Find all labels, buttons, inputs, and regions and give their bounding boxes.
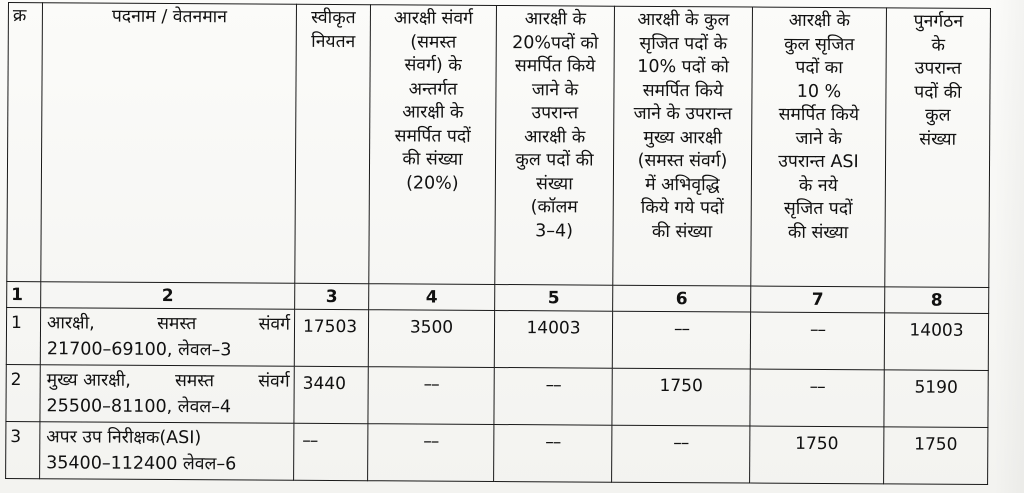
page-edge-shadow — [994, 0, 1024, 493]
column-number: 4 — [369, 284, 495, 311]
row-post — [40, 308, 294, 367]
post-name: मुख्य आरक्षी, — [46, 370, 131, 391]
header-remaining-constable-posts: आरक्षी के 20%पदों को समर्पित किये जाने के उपरान्त आरक्षी के कुल पदों की संख्या (कॉलम 3–4) — [495, 5, 615, 285]
header-total-after-restructure: पुनर्गठन के उपरान्त पदों की कुल संख्या — [885, 8, 991, 288]
cell-asi-new: 1750 — [750, 426, 884, 484]
row-serial: 2 — [6, 364, 40, 421]
header-row — [7, 3, 991, 288]
row-serial: 1 — [6, 307, 40, 364]
column-number: 8 — [885, 287, 989, 314]
post-restructure-table — [5, 2, 991, 485]
column-number: 2 — [41, 282, 295, 310]
cell-remaining: 14003 — [494, 310, 612, 368]
post-name: समस्त — [174, 371, 215, 392]
cell-head-constable-increase: –– — [612, 425, 750, 483]
header-head-constable-increase: आरक्षी के कुल सृजित पदों के 10% पदों को समर्पित किये जाने के उपरान्त मुख्य आरक्षी (समस्त संवर्ग) में अभिवृद्धि किये गये पदों की संख्या — [613, 6, 753, 286]
post-name: अपर उप निरीक्षक(ASI) — [46, 427, 202, 449]
cell-total: 14003 — [884, 313, 988, 371]
header-sanctioned: स्वीकृत नियतन — [295, 4, 371, 283]
cell-sanctioned: 17503 — [294, 309, 368, 366]
cell-total: 5190 — [884, 370, 988, 428]
row-post — [40, 365, 294, 424]
column-number: 7 — [751, 286, 885, 313]
cell-head-constable-increase: –– — [612, 311, 750, 369]
post-name: संवर्ग — [258, 314, 291, 335]
column-number: 6 — [613, 285, 751, 312]
pay-scale: 21700–69100, लेवल–3 — [46, 339, 232, 361]
cell-surrendered: 3500 — [368, 310, 494, 368]
cell-head-constable-increase: 1750 — [612, 368, 750, 426]
table-row — [6, 421, 988, 484]
cell-remaining: –– — [494, 367, 612, 425]
cell-surrendered: –– — [368, 424, 494, 482]
pay-scale: 35400–112400 लेवल–6 — [46, 453, 237, 475]
cell-sanctioned: 3440 — [294, 366, 368, 423]
cell-asi-new: –– — [750, 369, 884, 427]
row-serial: 3 — [6, 421, 40, 478]
cell-sanctioned: –– — [294, 423, 368, 480]
table-row — [6, 364, 988, 427]
header-post-payscale: पदनाम / वेतनमान — [41, 3, 297, 284]
cell-total: 1750 — [884, 427, 988, 485]
cell-surrendered: –– — [368, 367, 494, 425]
header-surrendered-posts: आरक्षी संवर्ग (समस्त संवर्ग) के अन्तर्गत आरक्षी के समर्पित पदों की संख्या (20%) — [369, 5, 497, 285]
header-serial: क्र — [7, 3, 43, 282]
post-name: आरक्षी, — [46, 313, 95, 334]
cell-remaining: –– — [494, 424, 612, 482]
cell-asi-new: –– — [750, 312, 884, 370]
header-asi-new-posts: आरक्षी के कुल सृजित पदों का 10 % समर्पित किये जाने के उपरान्त ASI के नये सृजित पदों की संख्या — [751, 7, 887, 287]
post-name: समस्त — [157, 313, 197, 335]
table-row — [6, 307, 988, 370]
post-name: संवर्ग — [258, 371, 290, 392]
column-number: 3 — [295, 283, 369, 309]
column-number: 1 — [7, 281, 41, 307]
row-post — [40, 422, 294, 481]
column-number: 5 — [495, 284, 613, 311]
pay-scale: 25500–81100, लेवल–4 — [46, 396, 232, 418]
